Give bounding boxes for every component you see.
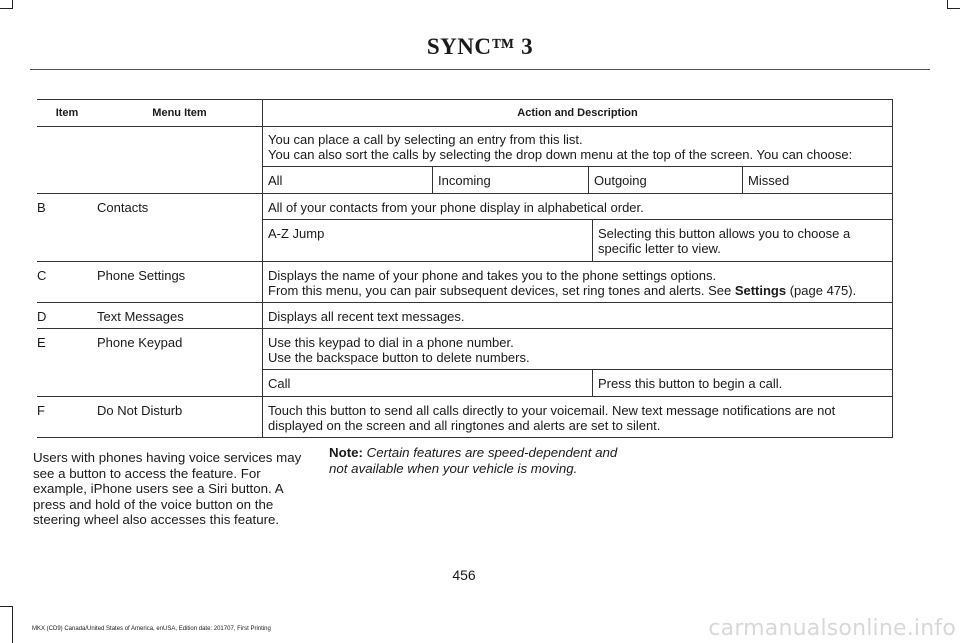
- crop-mark-top-left-v: [12, 0, 13, 9]
- page-title: SYNC™ 3: [426, 34, 534, 59]
- column-header-action: Action and Description: [263, 100, 893, 127]
- body-paragraph: Users with phones having voice services may see a button to access the feature. For example, iPhone users see a Siri button. A press and hold of the voice button on the steering wheel also accesses this feature.: [33, 450, 302, 527]
- item-cell: B: [37, 194, 97, 262]
- sub-feature-label: A-Z Jump: [263, 220, 593, 262]
- menu-cell: Text Messages: [97, 303, 263, 329]
- description-line: You can place a call by selecting an entry from this list.: [268, 132, 583, 147]
- description-line: Use the backspace button to delete numbers.: [268, 350, 530, 365]
- description-line: All of your contacts from your phone display in alphabetical order.: [268, 200, 644, 215]
- action-cell: [263, 397, 893, 438]
- table-header-row: [37, 100, 893, 127]
- action-cell: [263, 127, 893, 194]
- sub-feature-table: [263, 219, 892, 261]
- table-row: [37, 127, 893, 194]
- menu-cell: Contacts: [97, 194, 263, 262]
- option-cell: Missed: [743, 167, 893, 194]
- crop-mark-bottom-left-h: [0, 606, 13, 607]
- sub-feature-description: Selecting this button allows you to choose a specific letter to view.: [593, 220, 893, 262]
- footer-edition-info: MKX (CD9) Canada/United States of America, enUSA, Edition date: 201707, First Printing: [32, 626, 271, 632]
- table-row: [37, 397, 893, 438]
- phone-menu-table: [37, 99, 893, 438]
- table-row: [37, 194, 893, 262]
- option-cell: All: [263, 167, 433, 194]
- sort-options-table: [263, 166, 892, 193]
- column-header-menu-item: Menu Item: [97, 100, 263, 127]
- note-paragraph: [329, 445, 629, 476]
- page-reference: (page 475).: [786, 283, 857, 298]
- description-line: You can also sort the calls by selecting the drop down menu at the top of the screen. You can choose:: [268, 147, 853, 162]
- action-cell: [263, 303, 893, 329]
- option-cell: Incoming: [433, 167, 589, 194]
- menu-cell: [97, 127, 263, 194]
- option-cell: Outgoing: [589, 167, 743, 194]
- sub-feature-label: Call: [263, 370, 593, 397]
- watermark: carmanualsonline.info: [708, 616, 956, 641]
- table-row: [37, 262, 893, 303]
- note-label: Note:: [329, 445, 363, 460]
- description-line: Displays all recent text messages.: [268, 309, 465, 324]
- description-line: [268, 283, 890, 298]
- column-header-item: Item: [37, 100, 97, 127]
- item-cell: [37, 127, 97, 194]
- menu-cell: Phone Settings: [97, 262, 263, 303]
- action-cell: [263, 194, 893, 262]
- description-text: From this menu, you can pair subsequent devices, set ring tones and alerts. See: [268, 283, 735, 298]
- crop-mark-top-right-v: [947, 0, 948, 9]
- table-row: [37, 303, 893, 329]
- description-line: Use this keypad to dial in a phone number.: [268, 335, 514, 350]
- crop-mark-bottom-left-v: [12, 606, 13, 643]
- settings-link[interactable]: Settings: [734, 283, 787, 298]
- item-cell: C: [37, 262, 97, 303]
- crop-mark-top-right-h: [947, 8, 960, 9]
- action-cell: [263, 329, 893, 397]
- sub-feature-table: [263, 369, 892, 396]
- description-line: Displays the name of your phone and takes you to the phone settings options.: [268, 268, 717, 283]
- menu-cell: Do Not Disturb: [97, 397, 263, 438]
- item-cell: F: [37, 397, 97, 438]
- action-cell: [263, 262, 893, 303]
- menu-cell: Phone Keypad: [97, 329, 263, 397]
- page-number: 456: [452, 567, 476, 583]
- header-divider: [30, 69, 930, 70]
- note-text: Certain features are speed-dependent and not available when your vehicle is moving.: [329, 445, 618, 476]
- item-cell: D: [37, 303, 97, 329]
- description-text: Touch this button to send all calls directly to your voicemail. New text message notifications are not displayed on the screen and all ringtones and alerts are set to silent.: [268, 403, 836, 433]
- item-cell: E: [37, 329, 97, 397]
- table-row: [37, 329, 893, 397]
- sub-feature-description: Press this button to begin a call.: [593, 370, 893, 397]
